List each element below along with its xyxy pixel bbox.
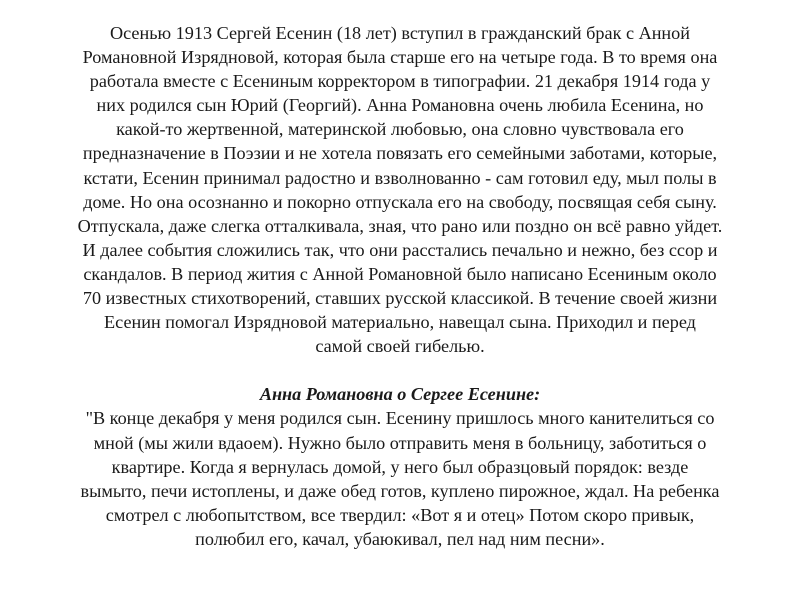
paragraph-biography: [30, 21, 770, 358]
paragraph-line: Осенью 1913 Сергей Есенин (18 лет) вступил в гражданский брак с Анной: [110, 23, 690, 43]
paragraph-quote: [30, 406, 770, 551]
quote-line: "В конце декабря у меня родился сын. Есенину пришлось много канителиться со: [85, 408, 715, 429]
paragraph-line: 70 известных стихотворений, ставших русской классикой. В течение своей жизни: [82, 288, 718, 309]
paragraph-line: них родился сын Юрий (Георгий). Анна Романовна очень любила Есенина, но: [96, 95, 704, 116]
quote-line: смотрел с любопытством, все твердил: «Вот я и отец» Потом скоро привык,: [105, 504, 695, 525]
text-block: [30, 21, 770, 551]
quote-line: полюбил его, качал, убаюкивал, пел над ним песни».: [195, 528, 605, 549]
paragraph-line: предназначение в Поэзии и не хотела повязать его семейными заботами, которые,: [82, 143, 718, 164]
quote-line: мной (мы жили вдаоем). Нужно было отправить меня в больницу, заботиться о: [93, 432, 707, 453]
paragraph-line: доме. Но она осознанно и покорно отпускала его на свободу, посвящая себя сыну.: [83, 191, 717, 212]
paragraph-line: работала вместе с Есениным корректором в типографии. 21 декабря 1914 года у: [89, 71, 711, 92]
paragraph-line: кстати, Есенин принимал радостно и взволнованно - сам готовил еду, мыл полы в: [83, 167, 717, 188]
paragraph-line: скандалов. В период жития с Анной Романовной было написано Есениным около: [83, 263, 717, 284]
paragraph-line: Романовной Изрядновой, которая была старше его на четыре года. В то время она: [82, 47, 718, 68]
paragraph-gap: [30, 358, 770, 382]
paragraph-line: самой своей гибелью.: [315, 336, 485, 357]
paragraph-line: Есенин помогал Изрядновой материально, навещал сына. Приходил и перед: [104, 312, 696, 333]
quote-line: вымыто, печи истоплены, и даже обед готов, куплено пирожное, ждал. На ребенка: [80, 480, 720, 501]
quote-heading: Анна Романовна о Сергее Есенине:: [259, 384, 541, 405]
paragraph-line: какой-то жертвенной, материнской любовью, она словно чувствовала его: [116, 119, 684, 140]
quote-line: квартире. Когда я вернулась домой, у него был образцовый порядок: везде: [111, 456, 689, 477]
paragraph-line: Отпускала, даже слегка отталкивала, зная, что рано или поздно он всё равно уйдет.: [77, 215, 723, 236]
paragraph-line: И далее события сложились так, что они расстались печально и нежно, без ссор и: [82, 239, 718, 260]
